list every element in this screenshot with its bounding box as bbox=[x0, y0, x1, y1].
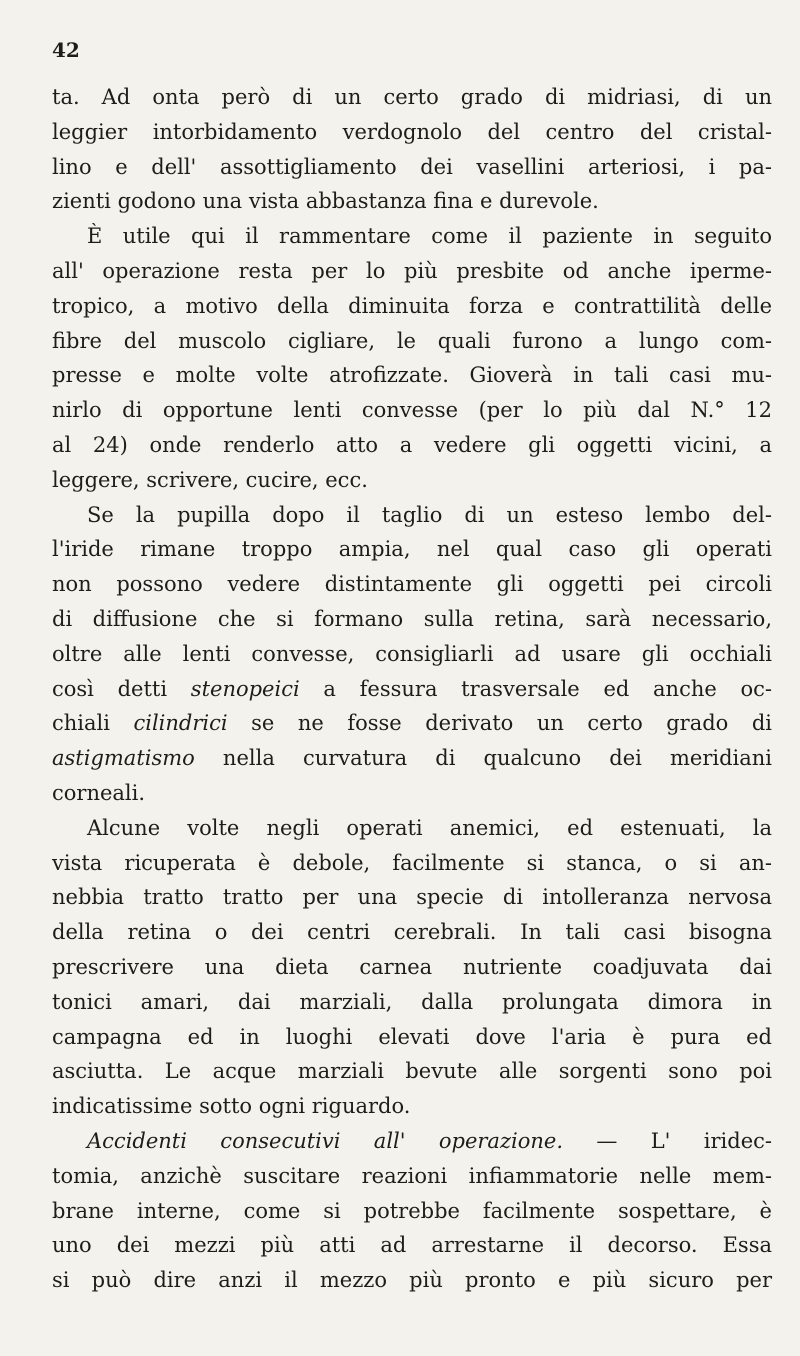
text-line: È utile qui il rammentare come il paziente in seguito bbox=[87, 224, 772, 249]
page-number: 42 bbox=[52, 38, 80, 62]
text-line: si può dire anzi il mezzo più pronto e più sicuro per bbox=[52, 1268, 772, 1293]
text-line: di diffusione che si formano sulla retina, sarà necessario, bbox=[52, 606, 772, 631]
text-line: al 24) onde renderlo atto a vedere gli oggetti vicini, a bbox=[52, 432, 772, 457]
text-line: astigmatismo nella curvatura di qualcuno dei meridiani bbox=[52, 746, 772, 771]
text-line: campagna ed in luoghi elevati dove l'aria è pura ed bbox=[52, 1024, 772, 1049]
text-line: indicatissime sotto ogni riguardo. bbox=[52, 1094, 411, 1119]
text-line: l'iride rimane troppo ampia, nel qual caso gli operati bbox=[52, 537, 772, 562]
body-text bbox=[52, 80, 772, 1298]
text-line: brane interne, come si potrebbe facilmente sospettare, è bbox=[52, 1198, 772, 1223]
italic-term: astigmatismo bbox=[52, 746, 195, 771]
text-line: chiali cilindrici se ne fosse derivato un certo grado di bbox=[52, 711, 772, 736]
text-line: fibre del muscolo cigliare, le quali furono a lungo com- bbox=[52, 328, 772, 353]
text-line: tomia, anzichè suscitare reazioni infiammatorie nelle mem- bbox=[52, 1163, 772, 1188]
text-line: Se la pupilla dopo il taglio di un esteso lembo del- bbox=[87, 502, 772, 527]
italic-term: stenopeici bbox=[190, 676, 300, 701]
text-line: tonici amari, dai marziali, dalla prolungata dimora in bbox=[52, 989, 772, 1014]
text-line: tropico, a motivo della diminuita forza e contrattilità delle bbox=[52, 293, 772, 318]
text-line: prescrivere una dieta carnea nutriente coadjuvata dai bbox=[52, 954, 772, 979]
text-line: all' operazione resta per lo più presbite od anche iperme- bbox=[52, 258, 772, 283]
italic-term: Accidenti consecutivi all' operazione. bbox=[87, 1128, 564, 1153]
text-line: uno dei mezzi più atti ad arrestarne il decorso. Essa bbox=[52, 1233, 772, 1258]
text-line: leggere, scrivere, cucire, ecc. bbox=[52, 467, 368, 492]
text-line: asciutta. Le acque marziali bevute alle sorgenti sono poi bbox=[52, 1059, 772, 1084]
italic-term: cilindrici bbox=[133, 711, 228, 736]
text-line: così detti stenopeici a fessura trasversale ed anche oc- bbox=[52, 676, 772, 701]
text-line: leggier intorbidamento verdognolo del centro del cristal- bbox=[52, 119, 772, 144]
text-line: non possono vedere distintamente gli oggetti pei circoli bbox=[52, 572, 772, 597]
text-line: nirlo di opportune lenti convesse (per lo più dal N.° 12 bbox=[52, 398, 772, 423]
text-line: Accidenti consecutivi all' operazione. — L' iridec- bbox=[87, 1128, 772, 1153]
text-line: corneali. bbox=[52, 780, 146, 805]
text-line: zienti godono una vista abbastanza fina e durevole. bbox=[52, 189, 599, 214]
text-line: presse e molte volte atrofizzate. Gioverà in tali casi mu- bbox=[52, 363, 772, 388]
text-line: oltre alle lenti convesse, consigliarli ad usare gli occhiali bbox=[52, 641, 772, 666]
text-line: ta. Ad onta però di un certo grado di midriasi, di un bbox=[52, 85, 772, 109]
text-line: della retina o dei centri cerebrali. In tali casi bisogna bbox=[52, 920, 772, 945]
text-line: lino e dell' assottigliamento dei vasellini arteriosi, i pa- bbox=[52, 154, 772, 179]
text-line: nebbia tratto tratto per una specie di intolleranza nervosa bbox=[52, 885, 772, 910]
text-line: vista ricuperata è debole, facilmente si stanca, o si an- bbox=[52, 850, 772, 875]
text-line: Alcune volte negli operati anemici, ed estenuati, la bbox=[87, 815, 772, 840]
